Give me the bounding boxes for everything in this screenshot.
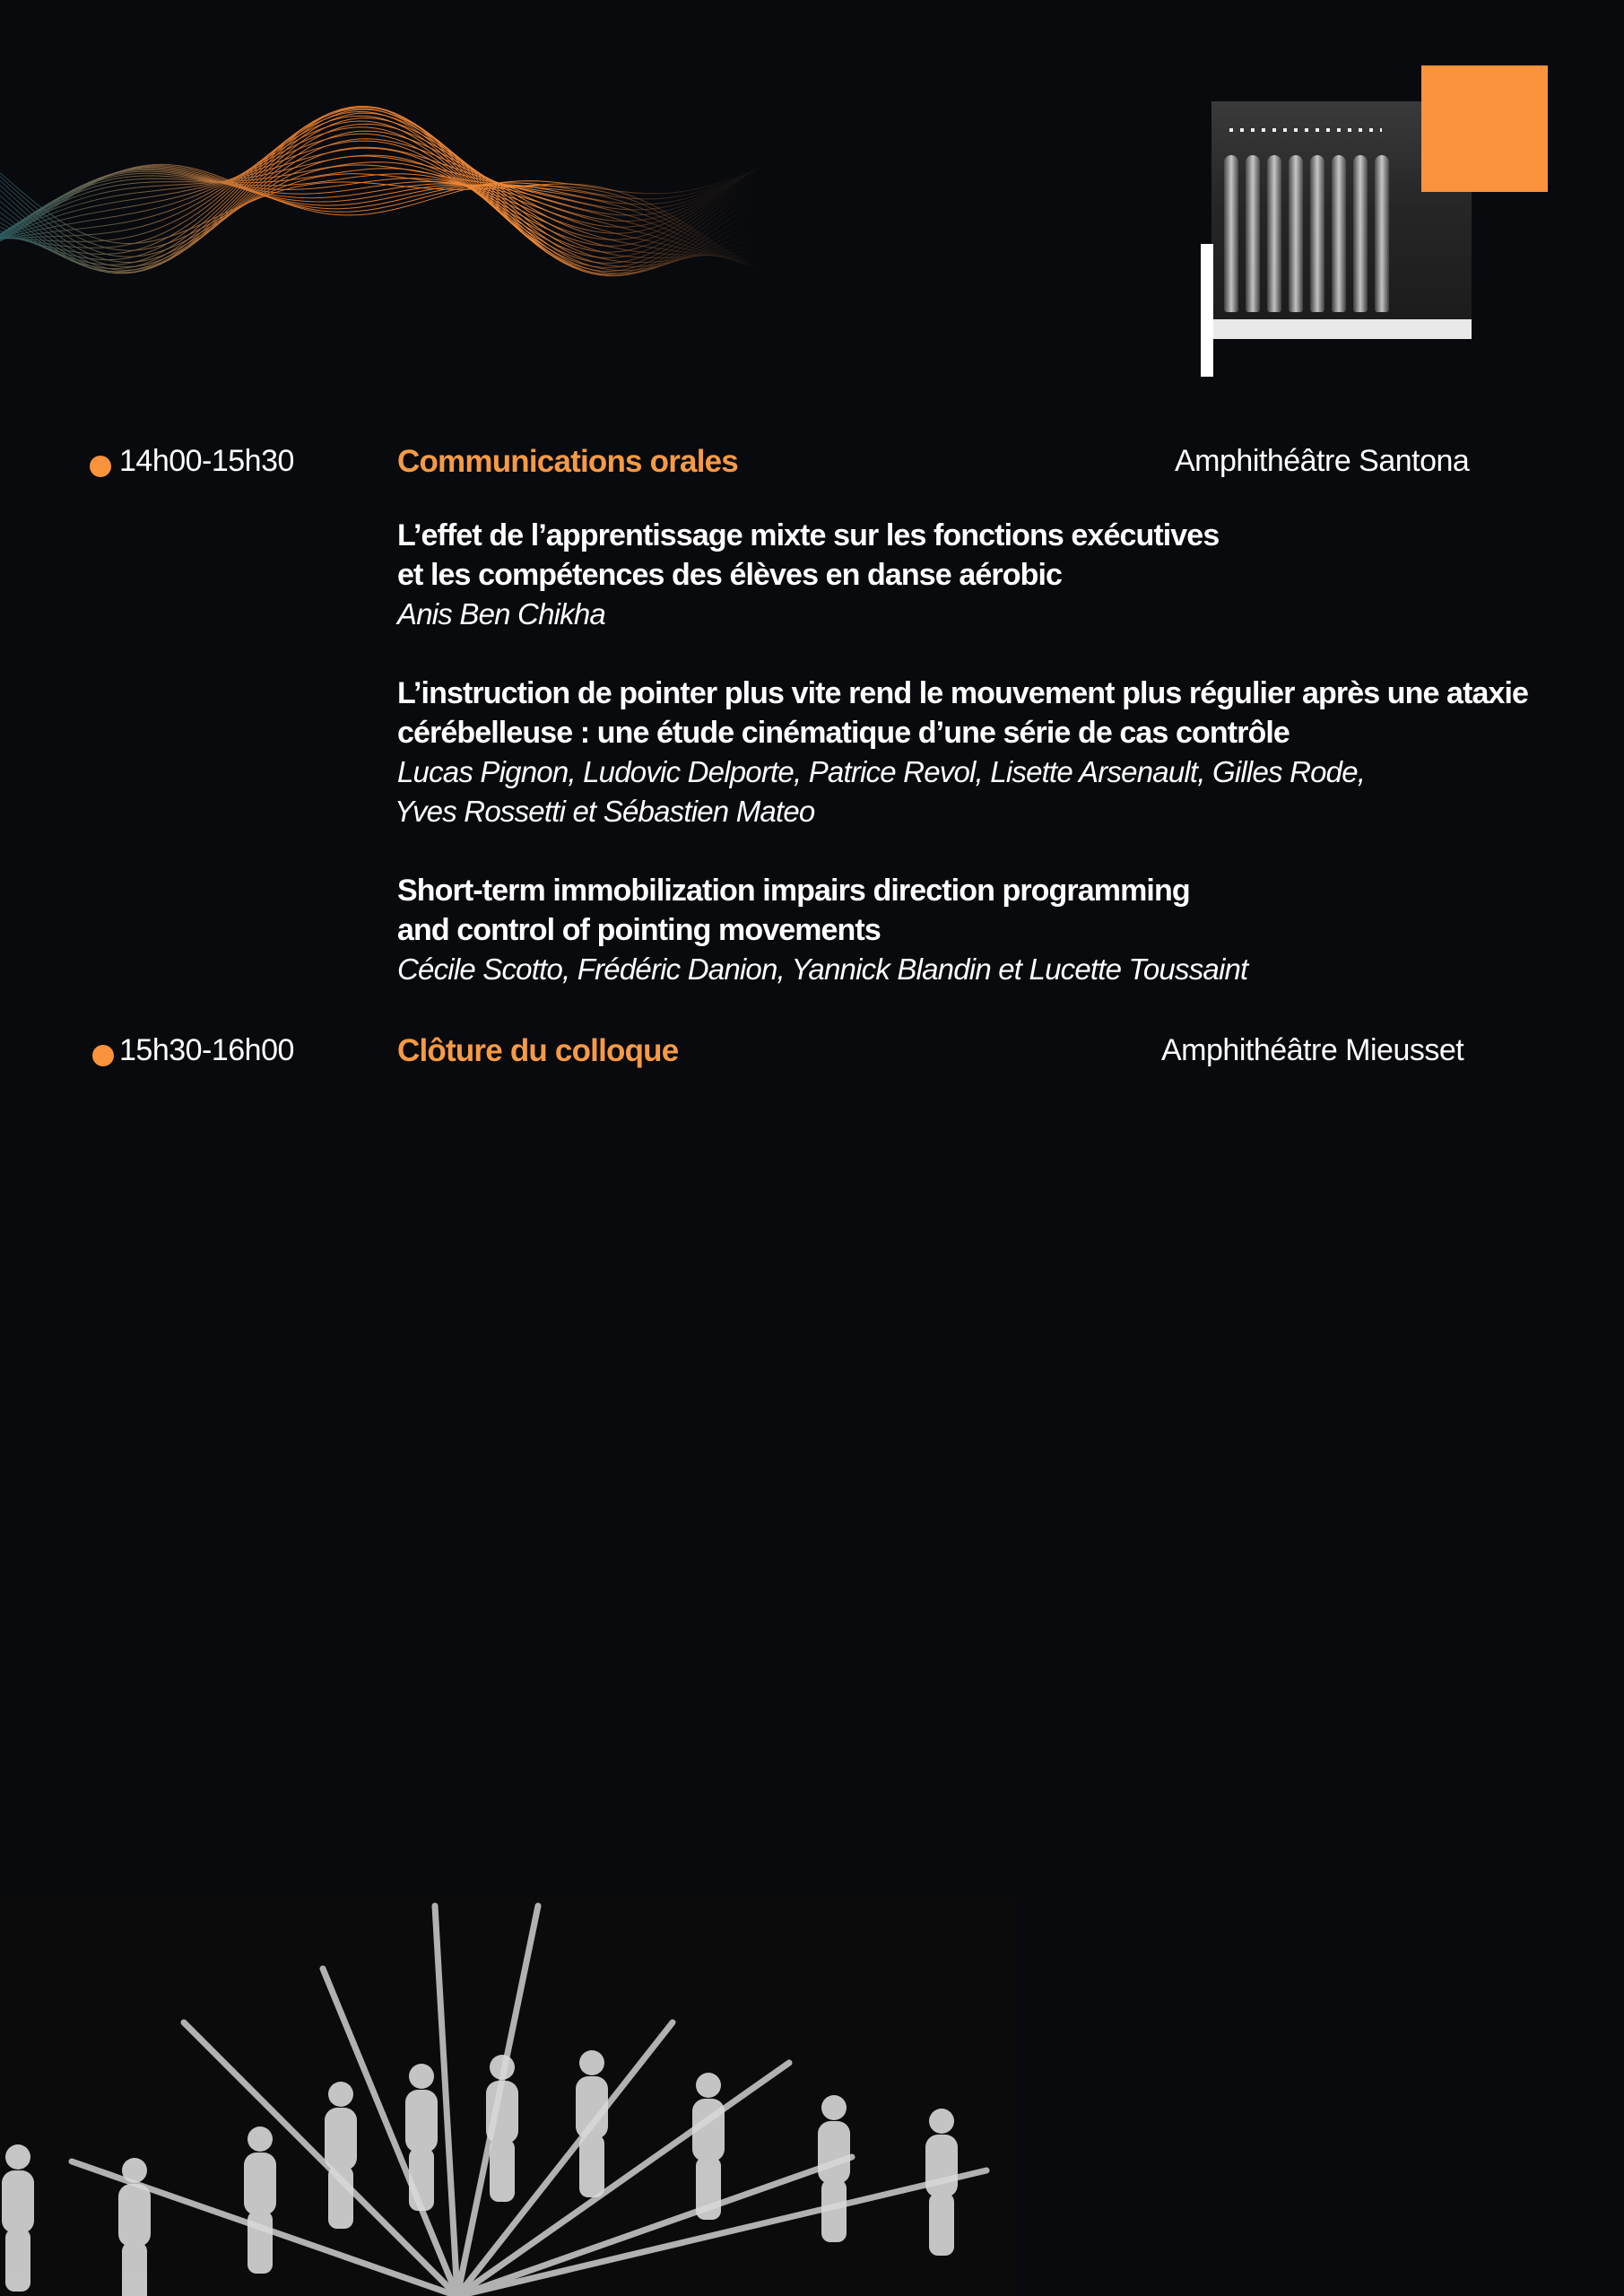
- talk-title-line: L’instruction de pointer plus vite rend le mouvement plus régulier après une ataxie: [397, 676, 1529, 710]
- figure-legs: [248, 2211, 273, 2274]
- figure-body: [405, 2090, 438, 2152]
- figure-body: [325, 2108, 357, 2170]
- figure-legs: [328, 2166, 353, 2229]
- photo-figure: [1246, 155, 1260, 312]
- figure-legs: [5, 2229, 30, 2292]
- wave-line: [0, 165, 762, 271]
- session-room: Amphithéâtre Santona: [1175, 444, 1470, 478]
- agenda-row: [0, 1031, 1624, 1075]
- figure-legs: [122, 2242, 147, 2296]
- figure-head: [328, 2082, 353, 2107]
- figure-body: [925, 2135, 958, 2197]
- figure-body: [244, 2152, 276, 2215]
- talk-authors-line: Cécile Scotto, Frédéric Danion, Yannick Blandin et Lucette Toussaint: [397, 952, 1248, 986]
- figure-legs: [409, 2148, 434, 2211]
- session-room: Amphithéâtre Mieusset: [1161, 1033, 1464, 1067]
- photo-figure: [1267, 155, 1281, 312]
- figure-head: [696, 2073, 721, 2098]
- session-title: Communications orales: [397, 444, 738, 479]
- session-time: 15h30-16h00: [119, 1033, 294, 1067]
- figure-head: [409, 2064, 434, 2089]
- figure-body: [818, 2121, 850, 2184]
- wave-line: [0, 148, 762, 263]
- talk-title-line: cérébelleuse : une étude cinématique d’une série de cas contrôle: [397, 716, 1290, 750]
- photo-figure: [1353, 155, 1368, 312]
- figure-head: [579, 2050, 604, 2075]
- orange-accent-square: [1421, 65, 1548, 192]
- figure-body: [576, 2076, 608, 2139]
- talk-title-line: and control of pointing movements: [397, 913, 881, 947]
- talk-item: [397, 516, 1473, 634]
- wave-line: [0, 131, 762, 273]
- bullet-dot-icon: [92, 1045, 114, 1066]
- wave-line: [0, 107, 762, 271]
- talk-item: [395, 674, 1529, 831]
- session-time: 14h00-15h30: [119, 444, 294, 478]
- wave-line: [0, 113, 762, 272]
- wave-line: [0, 166, 762, 236]
- talk-title-line: et les compétences des élèves en danse aérobic: [397, 558, 1062, 592]
- figure-legs: [821, 2179, 847, 2242]
- talk-authors-line: Anis Ben Chikha: [397, 597, 605, 631]
- chronophotograph-pole-vault-image: [0, 1897, 1013, 2296]
- figure-legs: [579, 2135, 604, 2197]
- photo-figure: [1375, 155, 1389, 312]
- photo-marker-dots: [1229, 128, 1382, 132]
- talk-title-line: L’effet de l’apprentissage mixte sur les fonctions exécutives: [397, 518, 1220, 552]
- figure-head: [5, 2144, 30, 2170]
- figure-head: [929, 2109, 954, 2134]
- photo-figure: [1224, 155, 1238, 312]
- talk-authors-line: Yves Rossetti et Sébastien Mateo: [395, 795, 815, 828]
- photo-floor: [1211, 319, 1472, 339]
- figure-legs: [696, 2157, 721, 2220]
- talk-title-line: Short-term immobilization impairs direction programming: [397, 874, 1190, 908]
- figure-body: [692, 2099, 725, 2161]
- figure-head: [821, 2095, 847, 2120]
- talk-authors-line: Lucas Pignon, Ludovic Delporte, Patrice Revol, Lisette Arsenault, Gilles Rode,: [397, 755, 1366, 788]
- figure-body: [2, 2170, 34, 2233]
- figure-head: [122, 2158, 147, 2183]
- bullet-dot-icon: [90, 456, 111, 477]
- header-photo-collage: [1197, 63, 1556, 377]
- agenda-row: [0, 441, 1624, 486]
- figure-body: [486, 2081, 518, 2144]
- figure-legs: [490, 2139, 515, 2202]
- talk-list: [395, 516, 1529, 1029]
- figure-legs: [929, 2193, 954, 2256]
- photo-figure: [1332, 155, 1346, 312]
- photo-figure: [1310, 155, 1324, 312]
- photo-figure: [1289, 155, 1303, 312]
- session-title: Clôture du colloque: [397, 1033, 679, 1068]
- talk-item: [397, 871, 1473, 989]
- decorative-wave-lines: [0, 63, 762, 332]
- figure-head: [490, 2055, 515, 2080]
- figure-head: [248, 2126, 273, 2152]
- white-accent-bar: [1201, 244, 1213, 377]
- figure-body: [118, 2184, 151, 2247]
